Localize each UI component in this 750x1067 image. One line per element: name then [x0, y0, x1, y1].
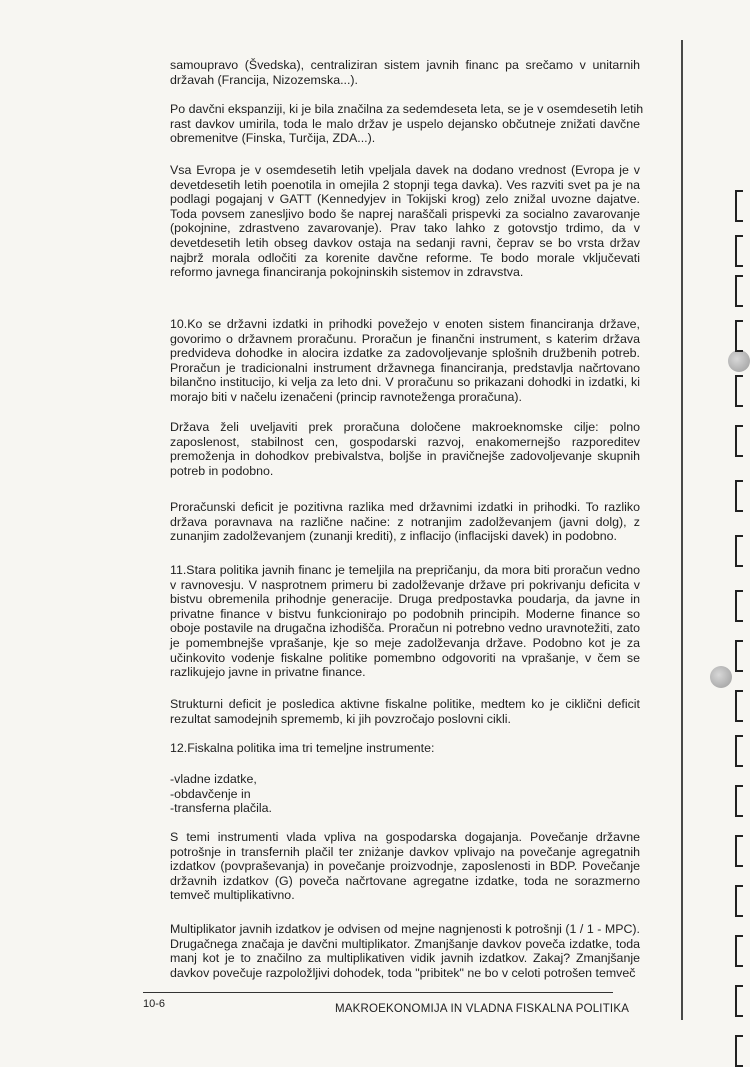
text-line: 10.Ko se državni izdatki in prihodki povežejo v enoten sistem financiranja države,: [170, 317, 640, 331]
binder-bracket-mark: [735, 735, 743, 767]
text-line: državah (Francija, Nizozemska...).: [170, 72, 358, 87]
text-line: Vsa Evropa je v osemdesetih letih vpeljala davek na dodano vrednost (Evropa je v: [170, 163, 640, 177]
paragraph: [170, 500, 640, 544]
text-line: učinkovito vodenje fiskalne politike pomembno odgovoriti na vprašanje, v čem se: [170, 650, 640, 665]
text-line: (pokojnine, zdrastveno zavarovanje). Prav tako lahko z gotovstjo trdimo, da v: [170, 221, 640, 236]
binder-bracket-mark: [735, 425, 743, 457]
text-line: -obdavčenje in: [170, 786, 251, 801]
binder-bracket-mark: [735, 190, 743, 222]
paragraph: [170, 922, 640, 980]
text-line: predvideva dohodke in alocira izdatke za zadovoljevanje splošnih družbenih potreb.: [170, 346, 640, 361]
text-line: samoupravo (Švedska), centraliziran sistem javnih financ pa srečamo v unitarnih: [170, 58, 640, 72]
binder-bracket-mark: [735, 935, 743, 967]
text-line: rast davkov umirila, toda le malo držav je uspelo dejansko občutneje znižati davčne: [170, 116, 640, 131]
binder-bracket-mark: [735, 375, 743, 407]
binder-bracket-mark: [735, 885, 743, 917]
text-line: obremenitve (Finska, Turčija, ZDA...).: [170, 131, 376, 146]
text-line: najbrž morala odločiti za korenite davčne reforme. Te bodo morale vključevati: [170, 250, 640, 265]
binder-bracket-mark: [735, 1035, 743, 1067]
text-line: 11.Stara politika javnih financ je temeljila na prepričanju, da mora biti proračun vedno: [170, 563, 640, 577]
binder-hole-icon: [710, 666, 732, 688]
text-line: davkov povečuje razpoložljivi dohodek, toda "pribitek" ne bo v celoti potrošen temveč: [170, 965, 636, 980]
text-line: Proračunski deficit je pozitivna razlika med državnimi izdatki in prihodki. To razliko: [170, 500, 640, 514]
text-line: devetdesetih letih obseg davkov ostaja na sedanji ravni, čeprav se bo vrsta držav: [170, 235, 640, 250]
text-line: -transferna plačila.: [170, 801, 272, 816]
paragraph: [170, 741, 640, 756]
binder-hole-icon: [728, 350, 750, 372]
paragraph: [170, 830, 640, 903]
binder-bracket-mark: [735, 275, 743, 307]
text-line: v ravnovesju. V nasprotnem primeru bi zadolževanje države pri pokrivanju deficita v: [170, 577, 640, 592]
footer-page-number: 10-6: [143, 998, 166, 1010]
binder-bracket-mark: [735, 835, 743, 867]
text-line: premoženja in dohodkov prebivalstva, boljše in pravičnejše zadovoljevanje skupnih: [170, 449, 640, 464]
paragraph: [170, 58, 640, 87]
paragraph: [170, 420, 640, 478]
footer-running-title: MAKROEKONOMIJA IN VLADNA FISKALNA POLITIKA: [335, 1003, 630, 1015]
text-line: 12.Fiskalna politika ima tri temeljne instrumente:: [170, 741, 435, 755]
text-line: privatne finance v bistvu funkcionirajo po podobnih principih. Moderne finance so: [170, 606, 640, 621]
text-line: Strukturni deficit je posledica aktivne fiskalne politike, medtem ko je ciklični deficit: [170, 697, 640, 711]
text-line: bilančno institucijo, ki velja za leto dni. V proračunu so prikazani dohodki in izdatki, ki: [170, 375, 640, 390]
text-line: je pomembnejše vprašanje, kje so meje zadolževanja države. Podobno kot je za: [170, 635, 640, 650]
paragraph: [170, 317, 640, 405]
text-line: podlagi pogajanj v GATT (Kennedyjev in Tokijski krog) zelo znižal uvozne dajatve.: [170, 192, 640, 207]
paragraph: [170, 563, 640, 680]
text-line: -vladne izdatke,: [170, 772, 257, 786]
text-line: Proračun je tradicionalni instrument državnega financiranja, predstavlja načrtovano: [170, 360, 640, 375]
text-line: temveč multiplikativno.: [170, 888, 295, 903]
text-line: državnih izdatkov (G) poveča načrtovane agregatne izdatke, toda ne sorazmerno: [170, 873, 640, 888]
text-line: Država želi uveljaviti prek proračuna določene makroeknomske cilje: polno: [170, 420, 640, 434]
text-line: oboje postavile na drugačna izhodišča. Proračun ni potrebno vedno uravnotežiti, zato: [170, 621, 640, 636]
text-line: Drugačnega značaja je davčni multiplikator. Zmanjšanje davkov poveča izdatke, toda: [170, 936, 640, 951]
text-line: potrošnje in transfernih plačil ter zniżanje davkov vplivajo na povečanje agregatnih: [170, 844, 640, 859]
binder-bracket-mark: [735, 480, 743, 512]
paragraph: [170, 772, 640, 816]
text-line: razlikujejo javne in privatne finance.: [170, 665, 366, 680]
binder-bracket-mark: [735, 235, 743, 267]
paragraph: [170, 697, 640, 726]
binder-bracket-mark: [735, 985, 743, 1017]
text-line: devetdesetih letih poenotila in omejila 2 stopnji tega davka). Ves razviti svet pa je na: [170, 177, 640, 192]
binder-bracket-mark: [735, 785, 743, 817]
binder-bracket-mark: [735, 320, 743, 352]
text-line: rezultat samodejnih sprememb, ki jih povzročajo poslovni cikli.: [170, 711, 511, 726]
text-line: S temi instrumenti vlada vpliva na gospodarska dogajanja. Povečanje državne: [170, 830, 640, 844]
text-line: manj kot je to značilno za multiplikativen vidik javnih izdatkov. Zakaj? Zmanjšanje: [170, 951, 640, 966]
footer-divider: [143, 992, 613, 993]
margin-line: [681, 40, 683, 1020]
text-line: potreb in podobno.: [170, 463, 274, 478]
binder-bracket-mark: [735, 535, 743, 567]
binder-bracket-mark: [735, 590, 743, 622]
text-line: Po davčni ekspanziji, ki je bila značilna za sedemdeseta leta, se je v osemdesetih letih: [170, 102, 644, 116]
paragraph: [170, 102, 644, 146]
text-line: izdatkov (povpraševanja) in povečanje proizvodnje, zaposlenosti in BDP. Povečanje: [170, 859, 640, 874]
text-line: reformo javnega financiranja pokojninskih sistemov in zdravstva.: [170, 265, 524, 280]
paragraph: [170, 163, 640, 280]
text-line: Toda povsem zanesljivo bodo še naprej naraščali prispevki za socialno zavarovanje: [170, 206, 640, 221]
binder-bracket-mark: [735, 640, 743, 672]
text-line: bistvu obremenila prihodnje generacije. Druga predpostavka poudarja, da javne in: [170, 592, 640, 607]
text-line: zunanjim zadolževanjem (zunanji krediti), z inflacijo (inflacijski davek) in podobno.: [170, 529, 617, 544]
text-line: govorimo o državnem proračunu. Proračun je finančni instrument, s katerim država: [170, 331, 640, 346]
text-line: Multiplikator javnih izdatkov je odvisen od mejne nagnjenosti k potrošnji (1 / 1 - MPC).: [170, 922, 640, 936]
binder-bracket-mark: [735, 690, 743, 722]
text-line: morajo biti v načelu izenačeni (princip ravnoteženga proračuna).: [170, 389, 522, 404]
text-line: država poravnava na različne načine: z notranjim zadolževanjem (javni dolg), z: [170, 514, 640, 529]
text-line: zaposlenost, stabilnost cen, gospodarski razvoj, enakomernejšo razporeditev: [170, 434, 640, 449]
